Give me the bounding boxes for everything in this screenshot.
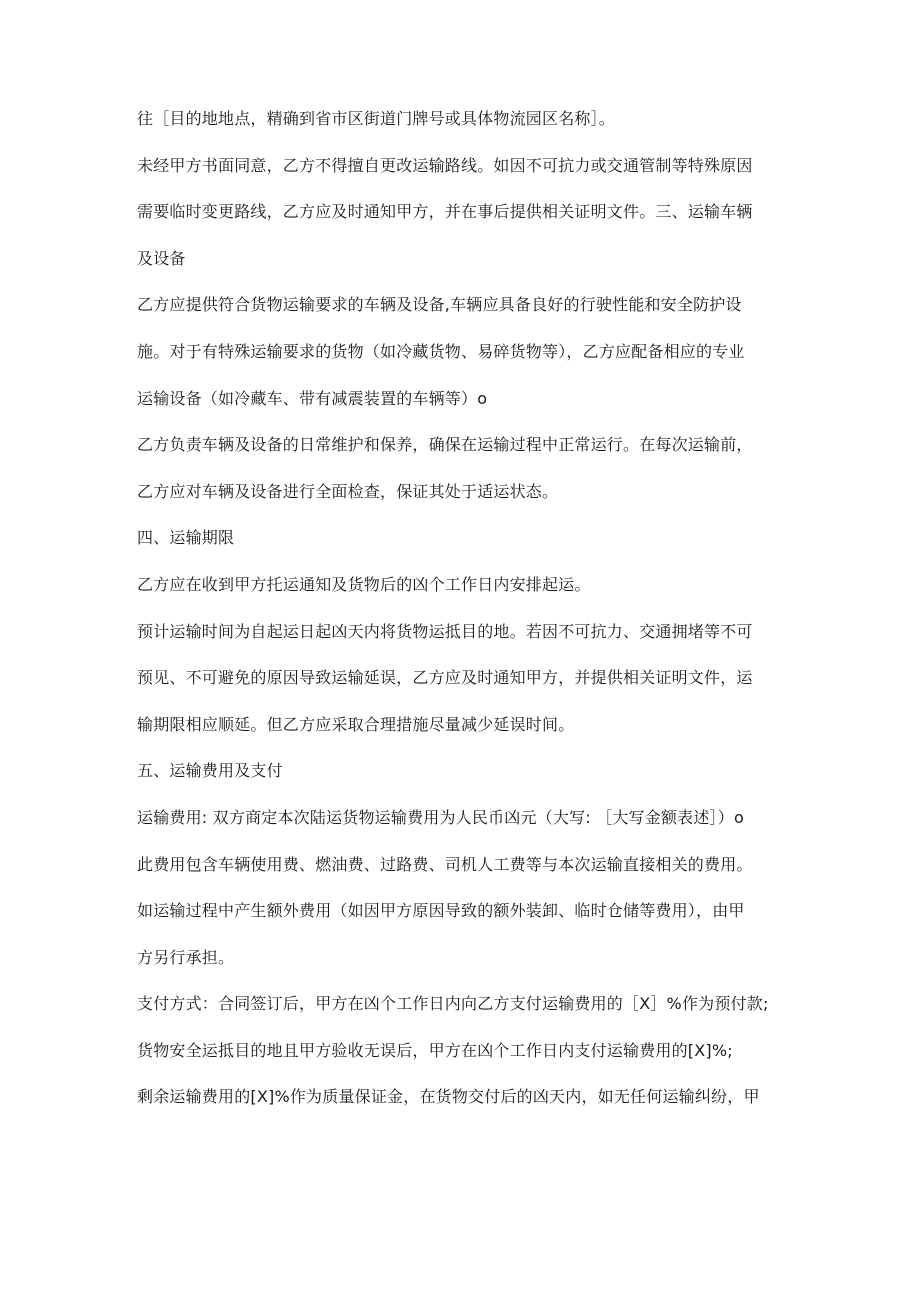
text-line: 需要临时变更路线，乙方应及时通知甲方，并在事后提供相关证明文件。三、运输车辆 xyxy=(137,202,753,222)
text-line: 运输设备（如冷藏车、带有减震装置的车辆等）o xyxy=(137,388,488,408)
text-line: 乙方应在收到甲方托运通知及货物后的凶个工作日内安排起运。 xyxy=(137,574,591,594)
text-line: 方另行承担。 xyxy=(137,947,235,967)
section-heading: 五、运输费用及支付 xyxy=(137,761,283,781)
text-line: 乙方应提供符合货物运输要求的车辆及设备,车辆应具备良好的行驶性能和安全防护设 xyxy=(137,295,742,315)
text-line: 此费用包含车辆使用费、燃油费、过路费、司机人工费等与本次运输直接相关的费用。 xyxy=(137,854,753,874)
text-line: 如运输过程中产生额外费用（如因甲方原因导致的额外装卸、临时仓储等费用），由甲 xyxy=(137,901,745,921)
text-line: 及设备 xyxy=(137,248,186,268)
text-line: 乙方应对车辆及设备进行全面检查，保证其处于适运状态。 xyxy=(137,481,559,501)
text-line: 未经甲方书面同意，乙方不得擅自更改运输路线。如因不可抗力或交通管制等特殊原因 xyxy=(137,155,753,175)
text-line: 货物安全运抵目的地且甲方验收无误后，甲方在凶个工作日内支付运输费用的[X]%; xyxy=(137,1040,733,1060)
contract-text-body xyxy=(137,96,797,1121)
section-heading: 四、运输期限 xyxy=(137,528,235,548)
text-line: 运输费用: 双方商定本次陆运货物运输费用为人民币凶元（大写: ［大写金额表述］）o xyxy=(137,807,744,827)
text-line: 施。对于有特殊运输要求的货物（如冷藏货物、易碎货物等），乙方应配备相应的专业 xyxy=(137,341,745,361)
text-line: 剩余运输费用的[X]%作为质量保证金，在货物交付后的凶天内，如无任何运输纠纷，甲 xyxy=(137,1087,760,1107)
text-line: 往［目的地地点，精确到省市区街道门牌号或具体物流园区名称］。 xyxy=(137,109,616,128)
text-line: 支付方式：合同签订后，甲方在凶个工作日内向乙方支付运输费用的［X］%作为预付款; xyxy=(137,994,769,1014)
text-line: 乙方负责车辆及设备的日常维护和保养，确保在运输过程中正常运行。在每次运输前， xyxy=(137,435,753,455)
text-line: 预见、不可避免的原因导致运输延误，乙方应及时通知甲方，并提供相关证明文件，运 xyxy=(137,668,753,688)
text-line: 输期限相应顺延。但乙方应采取合理措施尽量减少延误时间。 xyxy=(137,714,575,734)
text-line: 预计运输时间为自起运日起凶天内将货物运抵目的地。若因不可抗力、交通拥堵等不可 xyxy=(137,621,753,641)
